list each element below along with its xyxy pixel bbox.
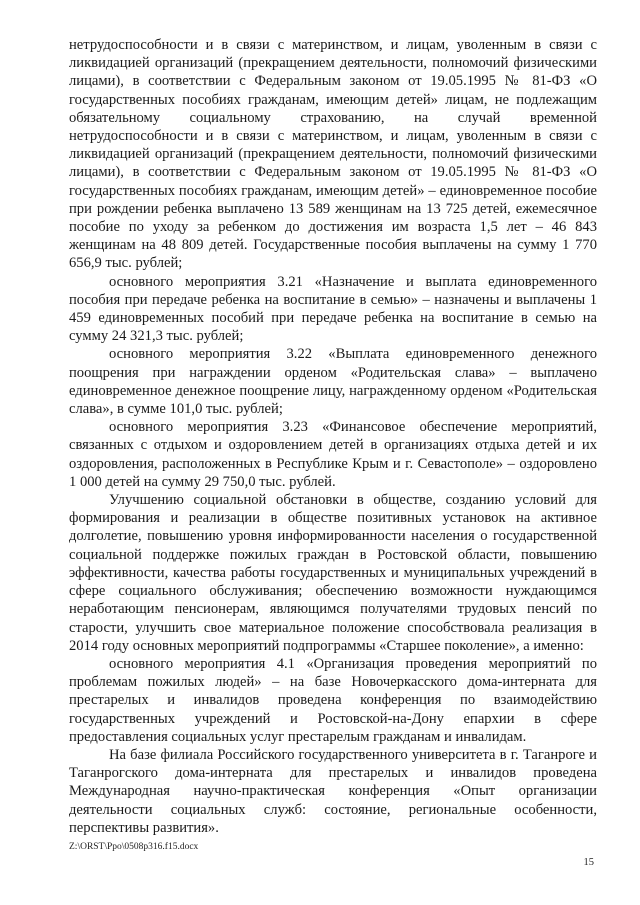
paragraph-taganrog-conference: На базе филиала Российского государственного университета в г. Таганроге и Таганрогского дома-интерната для престарелых и инвалидов проведена Международная научно-практическая конференция «Опыт организации деятельности социальных служб: состояние, региональные особенности, перспективы развития». (69, 746, 597, 836)
paragraph-older-generation: Улучшению социальной обстановки в обществе, созданию условий для формирования и реализации в обществе позитивных установок на активное долголетие, повышению уровня информированности населения о государственной социальной поддержке пожилых граждан в Ростовской области, повышению эффективности, качества работы государственных и муниципальных учреждений в сфере социального обслуживания; обеспечению возможности нуждающимся неработающим пенсионерам, являющимся получателями трудовых пенсий по старости, улучшить свое материальное положение способствовала реализация в 2014 году основных мероприятий подпрограммы «Старшее поколение», а именно: (69, 492, 597, 654)
paragraph-measure-3-23: основного мероприятия 3.23 «Финансовое обеспечение мероприятий, связанных с отдыхом и оздоровлением детей в организациях отдыха детей и их оздоровления, расположенных в Республике Крым и г. Севастополе» – оздоровлено 1 000 детей на сумму 29 750,0 тыс. рублей. (69, 419, 597, 490)
footer-file-path: Z:\ORST\Ppo\0508p316.f15.docx (69, 842, 199, 852)
page-number: 15 (583, 857, 594, 868)
paragraph-measure-3-22: основного мероприятия 3.22 «Выплата единовременного денежного поощрения при награждении орденом «Родительская слава» – выплачено единовременное денежное поощрение лицу, награжденному орденом «Родительская слава», в сумме 101,0 тыс. рублей; (69, 346, 597, 418)
document-body (69, 36, 597, 837)
paragraph-measure-4-1: основного мероприятия 4.1 «Организация проведения мероприятий по проблемам пожилых людей» – на базе Новочеркасского дома-интерната для престарелых и инвалидов проведена конференция по взаимодействию государственных учреждений и Ростовской-на-Дону епархии в сфере предоставления социальных услуг престарелым гражданам и инвалидам. (69, 655, 597, 745)
paragraph-measure-3-21: основного мероприятия 3.21 «Назначение и выплата единовременного пособия при передаче ребенка на воспитание в семью» – назначены и выплачены 1 459 единовременных пособий при передаче ребенка на воспитание в семью на сумму 24 321,3 тыс. рублей; (69, 273, 597, 345)
paragraph-continuation: нетрудоспособности и в связи с материнством, и лицам, уволенным в связи с ликвидацией организаций (прекращением деятельности, полномочий физическими лицами), в соответствии с Федеральным законом от 19.05.1995 № 81-ФЗ «О государственных пособиях гражданам, имеющим детей» лицам, не подлежащим обязательному социальному страхованию, на случай временной нетрудоспособности и в связи с материнством, и лицам, уволенным в связи с ликвидацией организаций (прекращением деятельности, полномочий физическими лицами), в соответствии с Федеральным законом от 19.05.1995 № 81-ФЗ «О государственных пособиях гражданам, имеющим детей» – единовременное пособие при рождении ребенка выплачено 13 589 женщинам на 13 725 детей, ежемесячное пособие по уходу за ребенком до достижения им возраста 1,5 лет – 46 843 женщинам на 48 809 детей. Государственные пособия выплачены на сумму 1 770 656,9 тыс. рублей; (69, 37, 597, 272)
